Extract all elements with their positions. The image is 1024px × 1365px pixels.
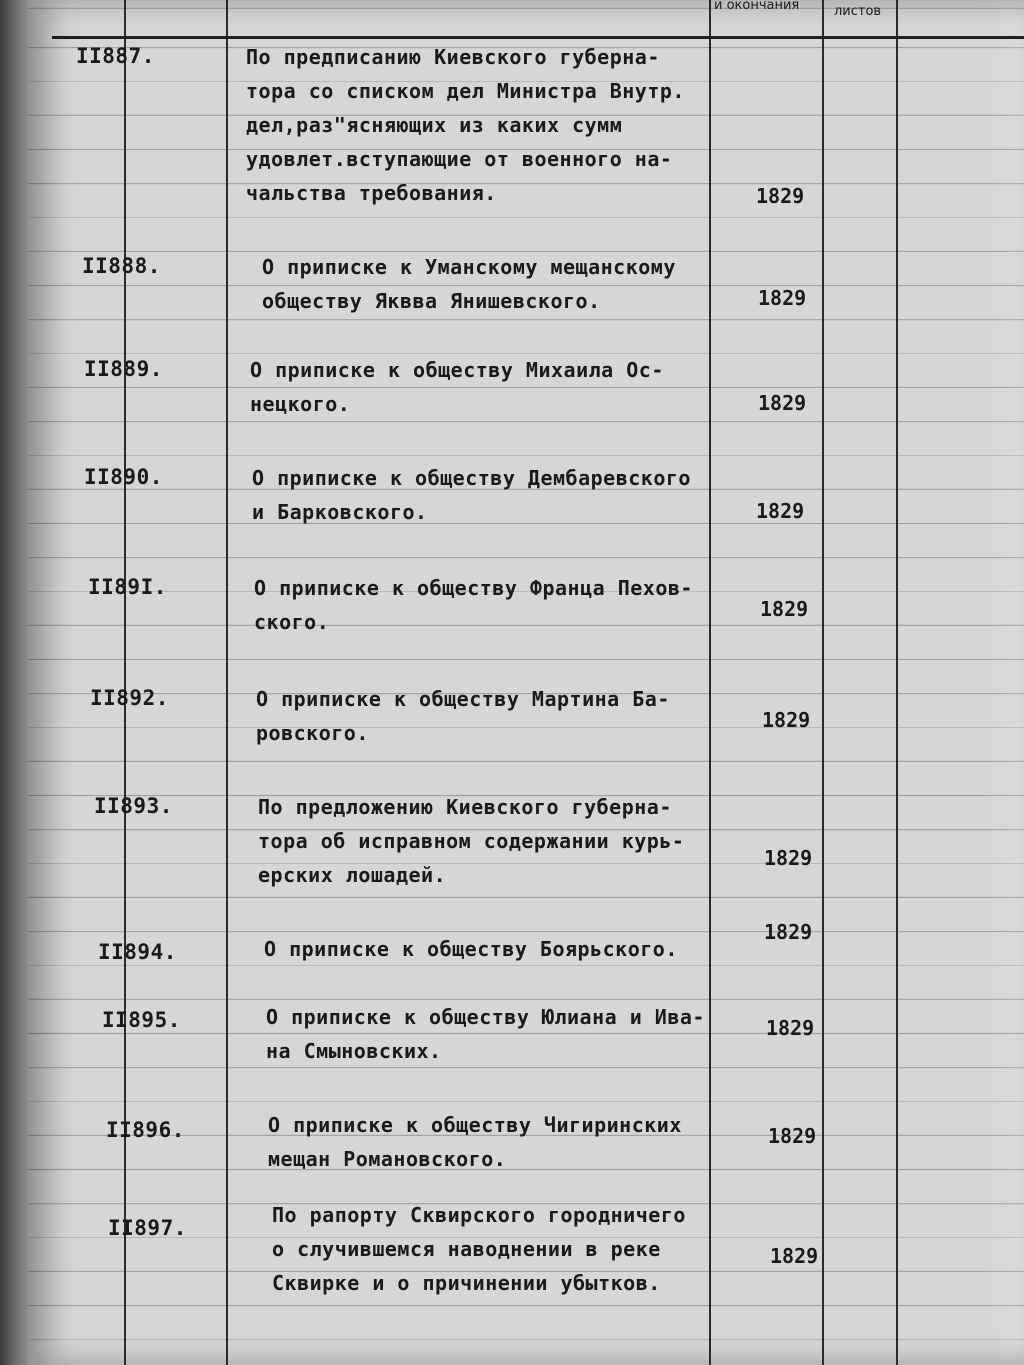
entry-year: 1829: [758, 391, 807, 415]
entry-number: II890.: [84, 465, 163, 489]
column-rule-title: [226, 0, 228, 1365]
entry-title: О приписке к обществу Дембаревского и Барковского.: [252, 466, 691, 524]
entry-number: II887.: [76, 44, 155, 68]
column-rule-dates: [709, 0, 711, 1365]
entry-number: II888.: [82, 254, 161, 278]
column-rule-notes: [896, 0, 898, 1365]
column-rule-sheets: [822, 0, 824, 1365]
entry-title: О приписке к обществу Мартина Ба- ровского.: [256, 687, 670, 745]
entry-number: II892.: [90, 686, 169, 710]
entry-number: II889.: [84, 357, 163, 381]
entry-number: II89I.: [88, 575, 167, 599]
entry-title: По рапорту Сквирского городничего о случившемся наводнении в реке Сквирке и о причинении убытков.: [272, 1203, 686, 1295]
entry-year: 1829: [762, 708, 811, 732]
entry-title: О приписке к обществу Боярьского.: [264, 937, 678, 961]
entry-year: 1829: [766, 1016, 815, 1040]
entry-year: 1829: [756, 499, 805, 523]
entry-year: 1829: [768, 1124, 817, 1148]
entry-number: II894.: [98, 940, 177, 964]
entry-title: О приписке к обществу Франца Пехов- ского.: [254, 576, 693, 634]
entry-number: II895.: [102, 1008, 181, 1032]
entry-year: 1829: [756, 184, 805, 208]
entry-number: II896.: [106, 1118, 185, 1142]
entry-title: О приписке к обществу Чигиринских мещан Романовского.: [268, 1113, 682, 1171]
entry-year: 1829: [770, 1244, 819, 1268]
entry-title: По предложению Киевского губерна- тора об исправном содержании курь- ерских лошадей.: [258, 795, 685, 887]
entry-year: 1829: [764, 920, 813, 944]
entry-title: О приписке к обществу Юлиана и Ива- на Смыновских.: [266, 1005, 705, 1063]
entry-title: По предписанию Киевского губерна- тора со списком дел Министра Внутр. дел,раз"ясняющих из каких сумм удовлет.вступающие от военного на- чальства требования.: [246, 45, 685, 205]
entry-number: II893.: [94, 794, 173, 818]
entry-title: О приписке к обществу Михаила Ос- нецкого.: [250, 358, 664, 416]
header-end-dates: и окончания: [714, 0, 800, 13]
entry-year: 1829: [764, 846, 813, 870]
ledger-page: [28, 0, 1024, 1365]
entry-year: 1829: [758, 286, 807, 310]
header-rule: [52, 36, 1024, 39]
entry-title: О приписке к Уманскому мещанскому обществу Яквва Янишевского.: [262, 255, 676, 313]
header-sheets: листов: [834, 4, 882, 19]
entry-number: II897.: [108, 1216, 187, 1240]
entry-year: 1829: [760, 597, 809, 621]
column-rule-number: [124, 0, 126, 1365]
